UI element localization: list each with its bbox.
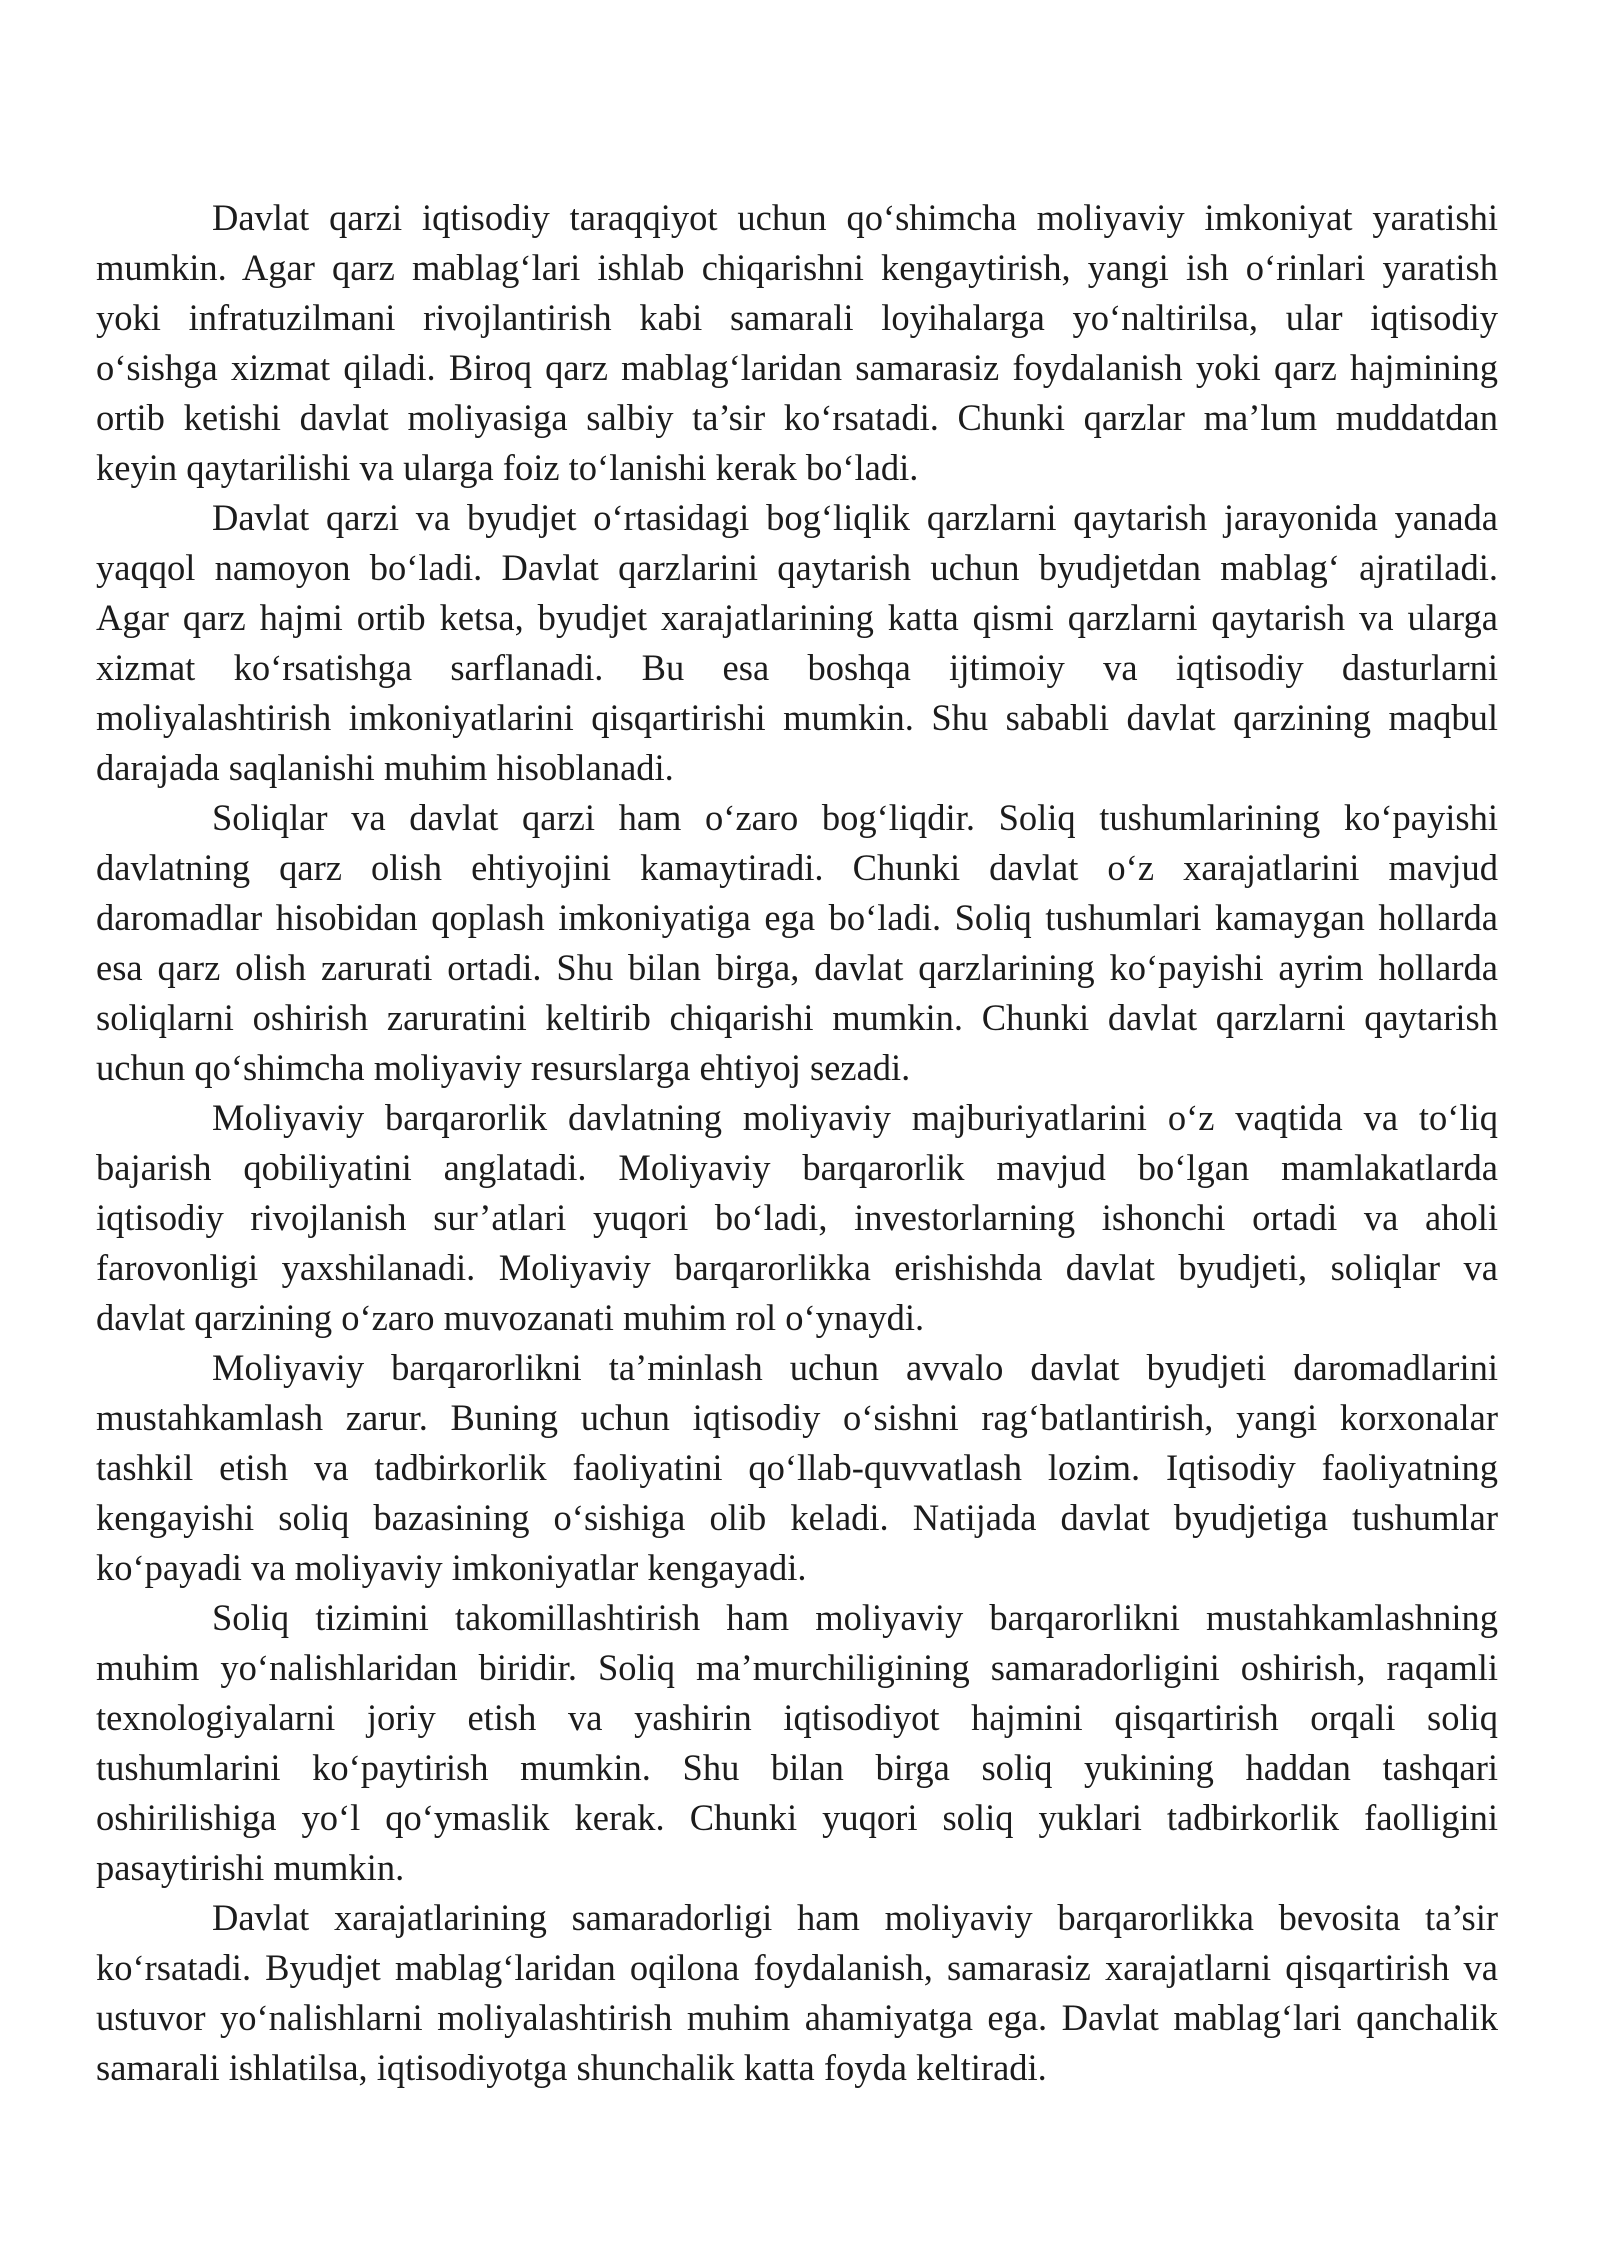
text-line: bajarish qobiliyatini anglatadi. Moliyaviy barqarorlik mavjud bo‘lgan mamlakatlarda [96,1147,1498,1188]
paragraph-3 [96,793,1498,1093]
text-line: yaqqol namoyon bo‘ladi. Davlat qarzlarini qaytarish uchun byudjetdan mablag‘ ajratiladi. [96,547,1498,588]
text-line: Davlat xarajatlarining samaradorligi ham moliyaviy barqarorlikka bevosita ta’sir [212,1897,1498,1938]
paragraph-7 [96,1893,1498,2093]
text-line: iqtisodiy rivojlanish sur’atlari yuqori bo‘ladi, investorlarning ishonchi ortadi va aholi [96,1197,1498,1238]
text-line: uchun qo‘shimcha moliyaviy resurslarga ehtiyoj sezadi. [96,1047,911,1088]
text-line: farovonligi yaxshilanadi. Moliyaviy barqarorlikka erishishda davlat byudjeti, soliqlar va [96,1247,1498,1288]
paragraph-2 [96,493,1498,793]
paragraph-1 [96,193,1498,493]
text-line: xizmat ko‘rsatishga sarflanadi. Bu esa boshqa ijtimoiy va iqtisodiy dasturlarni [96,647,1498,688]
text-line: ortib ketishi davlat moliyasiga salbiy ta’sir ko‘rsatadi. Chunki qarzlar ma’lum muddatdan [96,397,1498,438]
text-line: ustuvor yo‘nalishlarni moliyalashtirish muhim ahamiyatga ega. Davlat mablag‘lari qanchalik [96,1997,1498,2038]
text-line: Soliqlar va davlat qarzi ham o‘zaro bog‘liqdir. Soliq tushumlarining ko‘payishi [212,797,1498,838]
text-line: Moliyaviy barqarorlik davlatning moliyaviy majburiyatlarini o‘z vaqtida va to‘liq [212,1097,1498,1138]
text-line: keyin qaytarilishi va ularga foiz to‘lanishi kerak bo‘ladi. [96,447,919,488]
text-line: yoki infratuzilmani rivojlantirish kabi samarali loyihalarga yo‘naltirilsa, ular iqtisodiy [96,297,1498,338]
text-line: oshirilishiga yo‘l qo‘ymaslik kerak. Chunki yuqori soliq yuklari tadbirkorlik faolligini [96,1797,1498,1838]
text-line: davlatning qarz olish ehtiyojini kamaytiradi. Chunki davlat o‘z xarajatlarini mavjud [96,847,1498,888]
text-line: mumkin. Agar qarz mablag‘lari ishlab chiqarishni kengaytirish, yangi ish o‘rinlari yaratish [96,247,1498,288]
text-line: Davlat qarzi iqtisodiy taraqqiyot uchun qo‘shimcha moliyaviy imkoniyat yaratishi [212,197,1498,238]
text-line: ko‘rsatadi. Byudjet mablag‘laridan oqilona foydalanish, samarasiz xarajatlarni qisqartirish va [96,1947,1498,1988]
text-line: Moliyaviy barqarorlikni ta’minlash uchun avvalo davlat byudjeti daromadlarini [212,1347,1498,1388]
paragraph-4 [96,1093,1498,1343]
text-line: Davlat qarzi va byudjet o‘rtasidagi bog‘liqlik qarzlarni qaytarish jarayonida yanada [212,497,1498,538]
text-line: daromadlar hisobidan qoplash imkoniyatiga ega bo‘ladi. Soliq tushumlari kamaygan hollarda [96,897,1498,938]
text-line: samarali ishlatilsa, iqtisodiyotga shunchalik katta foyda keltiradi. [96,2047,1047,2088]
paragraph-6 [96,1593,1498,1893]
paragraph-5 [96,1343,1498,1593]
text-line: soliqlarni oshirish zaruratini keltirib chiqarishi mumkin. Chunki davlat qarzlarni qaytarish [96,997,1498,1038]
text-line: davlat qarzining o‘zaro muvozanati muhim rol o‘ynaydi. [96,1297,925,1338]
text-line: Agar qarz hajmi ortib ketsa, byudjet xarajatlarining katta qismi qarzlarni qaytarish va ularga [96,597,1498,638]
text-line: darajada saqlanishi muhim hisoblanadi. [96,747,674,788]
text-line: tashkil etish va tadbirkorlik faoliyatini qo‘llab-quvvatlash lozim. Iqtisodiy faoliyatning [96,1447,1498,1488]
text-line: pasaytirishi mumkin. [96,1847,405,1888]
text-line: muhim yo‘nalishlaridan biridir. Soliq ma’murchiligining samaradorligini oshirish, raqamli [96,1647,1498,1688]
document-body [96,193,1498,2093]
text-line: o‘sishga xizmat qiladi. Biroq qarz mablag‘laridan samarasiz foydalanish yoki qarz hajmining [96,347,1498,388]
text-line: esa qarz olish zarurati ortadi. Shu bilan birga, davlat qarzlarining ko‘payishi ayrim hollarda [96,947,1498,988]
text-line: moliyalashtirish imkoniyatlarini qisqartirishi mumkin. Shu sababli davlat qarzining maqbul [96,697,1498,738]
text-line: kengayishi soliq bazasining o‘sishiga olib keladi. Natijada davlat byudjetiga tushumlar [96,1497,1498,1538]
text-line: ko‘payadi va moliyaviy imkoniyatlar kengayadi. [96,1547,807,1588]
text-line: Soliq tizimini takomillashtirish ham moliyaviy barqarorlikni mustahkamlashning [212,1597,1498,1638]
text-line: texnologiyalarni joriy etish va yashirin iqtisodiyot hajmini qisqartirish orqali soliq [96,1697,1498,1738]
text-line: tushumlarini ko‘paytirish mumkin. Shu bilan birga soliq yukining haddan tashqari [96,1747,1498,1788]
text-line: mustahkamlash zarur. Buning uchun iqtisodiy o‘sishni rag‘batlantirish, yangi korxonalar [96,1397,1498,1438]
